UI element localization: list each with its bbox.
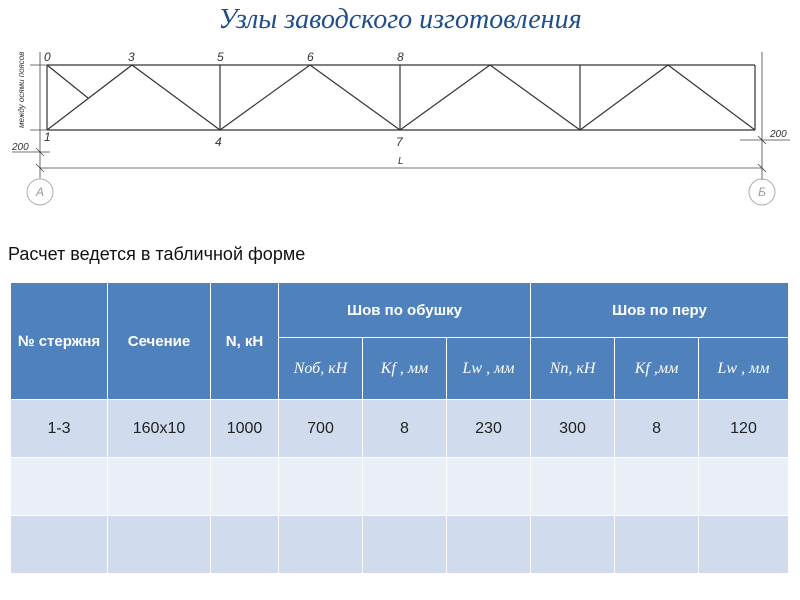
weld-calc-table <box>10 282 789 574</box>
cell-section <box>108 458 211 516</box>
cell-lw-ob: 230 <box>447 400 531 458</box>
subheader-n-p: Nп, кН <box>531 338 615 400</box>
cell-kf-ob <box>363 458 447 516</box>
slide-title: Узлы заводского изготовления <box>218 4 582 35</box>
subheader-lw-p: Lw , мм <box>699 338 789 400</box>
span-label: L <box>398 156 404 167</box>
header-rod-no: № стержня <box>11 283 108 400</box>
cell-n-p <box>531 516 615 574</box>
cell-force <box>211 458 279 516</box>
cell-rod-no <box>11 516 108 574</box>
node-label-3: 3 <box>128 50 135 64</box>
node-label-8: 8 <box>397 50 404 64</box>
node-label-4: 4 <box>215 135 222 149</box>
table-row <box>11 458 789 516</box>
header-section: Сечение <box>108 283 211 400</box>
node-label-6: 6 <box>307 50 314 64</box>
cell-lw-p <box>699 458 789 516</box>
cell-lw-p: 120 <box>699 400 789 458</box>
cell-kf-p <box>615 516 699 574</box>
table-row <box>11 400 789 458</box>
node-label-1: 1 <box>44 130 51 144</box>
cell-n-ob: 700 <box>279 400 363 458</box>
cell-kf-ob: 8 <box>363 400 447 458</box>
axis-a-label: А <box>35 185 45 199</box>
subheader-kf-ob: Kf , мм <box>363 338 447 400</box>
cell-kf-p <box>615 458 699 516</box>
cell-n-ob <box>279 458 363 516</box>
cell-kf-ob <box>363 516 447 574</box>
subheader-lw-ob: Lw , мм <box>447 338 531 400</box>
cell-rod-no: 1-3 <box>11 400 108 458</box>
cell-section <box>108 516 211 574</box>
cell-lw-ob <box>447 458 531 516</box>
cell-force: 1000 <box>211 400 279 458</box>
subheader-kf-p: Kf ,мм <box>615 338 699 400</box>
cell-n-p: 300 <box>531 400 615 458</box>
cell-lw-ob <box>447 516 531 574</box>
cell-kf-p: 8 <box>615 400 699 458</box>
cell-force <box>211 516 279 574</box>
header-butt-weld: Шов по обушку <box>279 283 531 338</box>
node-label-5: 5 <box>217 50 224 64</box>
cell-lw-p <box>699 516 789 574</box>
header-force: N, кН <box>211 283 279 400</box>
node-label-7: 7 <box>396 135 403 149</box>
cell-n-ob <box>279 516 363 574</box>
cell-section: 160х10 <box>108 400 211 458</box>
dim-right-bottom: 200 <box>770 129 787 140</box>
dim-left-vertical: между осями поясов <box>17 51 26 128</box>
calc-subtitle: Расчет ведется в табличной форме <box>8 244 306 264</box>
cell-n-p <box>531 458 615 516</box>
table-row <box>11 516 789 574</box>
subheader-n-ob: Nоб, кН <box>279 338 363 400</box>
truss-diagram <box>0 42 800 212</box>
cell-rod-no <box>11 458 108 516</box>
axis-b-label: Б <box>758 185 766 199</box>
dim-left-bottom: 200 <box>12 142 29 153</box>
header-feather-weld: Шов по перу <box>531 283 789 338</box>
node-label-0: 0 <box>44 50 51 64</box>
